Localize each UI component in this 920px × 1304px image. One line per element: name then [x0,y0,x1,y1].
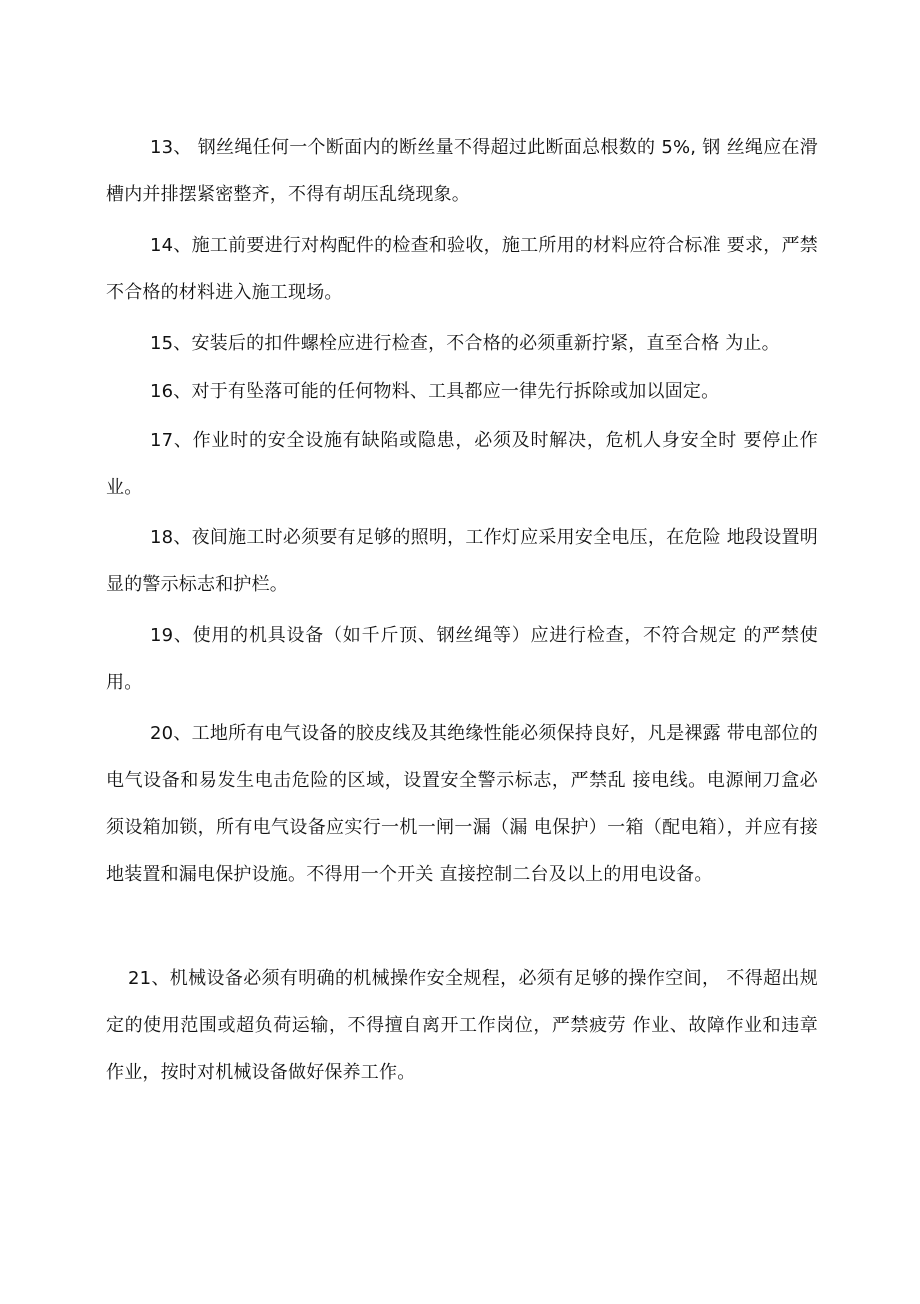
paragraph-20: 20、工地所有电气设备的胶皮线及其绝缘性能必须保持良好，凡是裸露 带电部位的电气设备和易发生电击危险的区域，设置安全警示标志，严禁乱 接电线。电源闸刀盒必须设箱加锁，所有电气设备应实行一机一闸一漏（漏 电保护）一箱（配电箱），并应有接地装置和漏电保护设施。不得用一个开关 直接控制二台及以上的用电设备。 [106,723,818,885]
paragraph-21: 21、机械设备必须有明确的机械操作安全规程，必须有足够的操作空间， 不得超出规定的使用范围或超负荷运输，不得擅自离开工作岗位，严禁疲劳 作业、故障作业和违章作业，按时对机械设备做好保养工作。 [106,968,818,1083]
paragraph-15: 15、安装后的扣件螺栓应进行检查，不合格的必须重新拧紧，直至合格 为止。 [150,333,780,354]
paragraph-19: 19、使用的机具设备（如千斤顶、钢丝绳等）应进行检查，不符合规定 的严禁使用。 [106,625,818,693]
paragraph-17: 17、作业时的安全设施有缺陷或隐患，必须及时解决，危机人身安全时 要停止作业。 [106,430,818,498]
paragraph-18: 18、夜间施工时必须要有足够的照明，工作灯应采用安全电压，在危险 地段设置明显的警示标志和护栏。 [106,527,818,595]
paragraph-16: 16、对于有坠落可能的任何物料、工具都应一律先行拆除或加以固定。 [150,381,720,402]
paragraph-13: 13、 钢丝绳任何一个断面内的断丝量不得超过此断面总根数的 5%, 钢 丝绳应在滑槽内并排摆紧密整齐，不得有胡压乱绕现象。 [106,137,818,205]
paragraph-14: 14、施工前要进行对构配件的检查和验收，施工所用的材料应符合标准 要求，严禁不合格的材料进入施工现场。 [106,235,818,303]
